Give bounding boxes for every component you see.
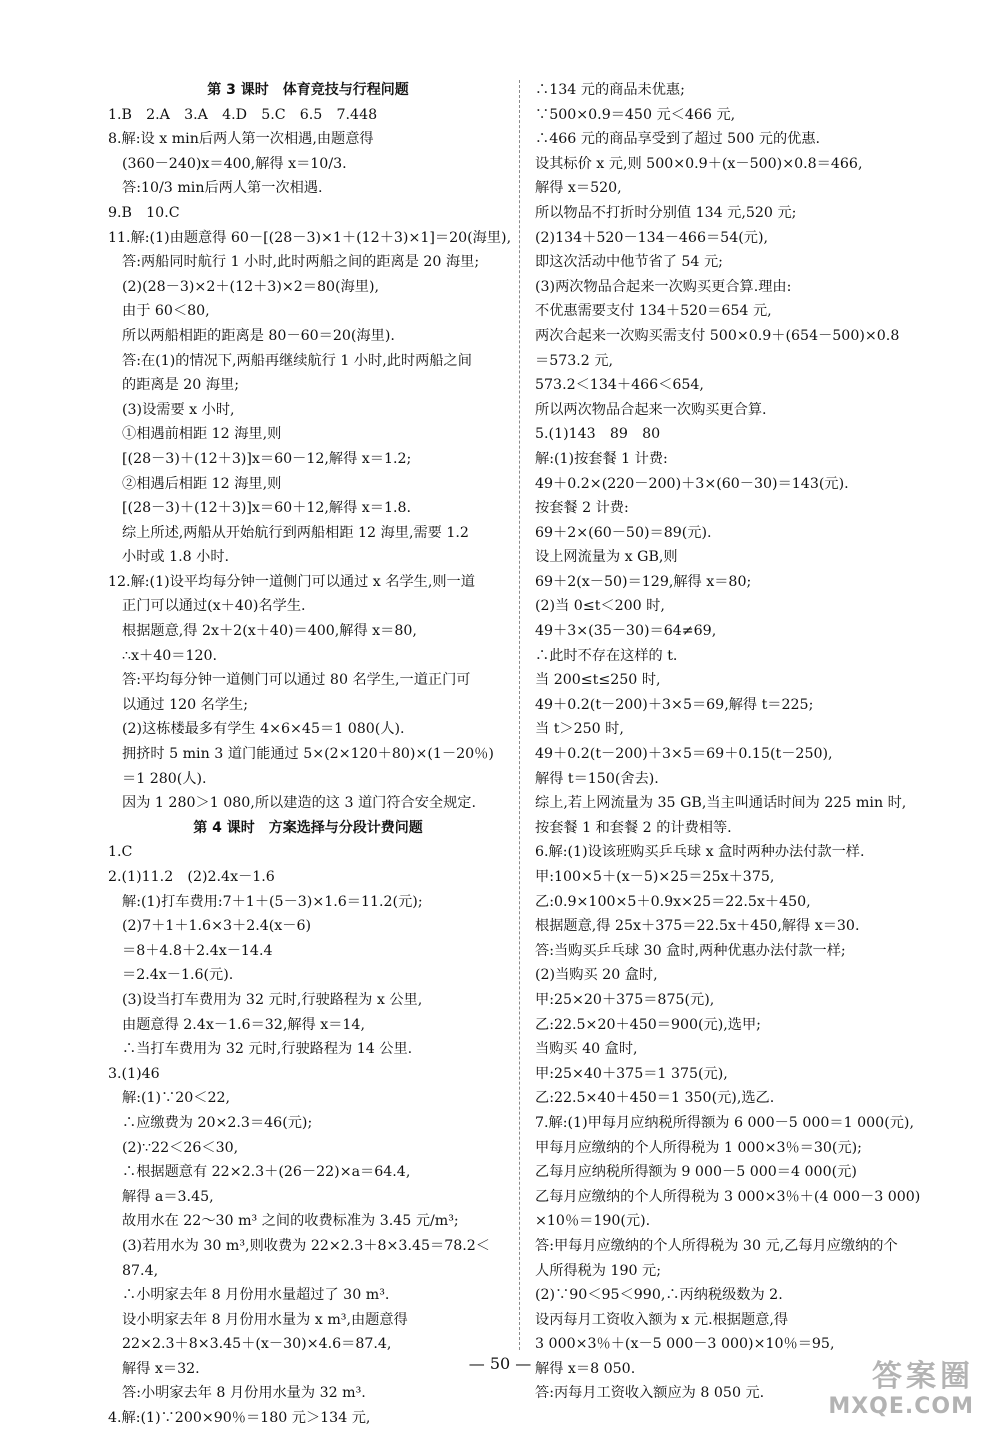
- answer-line: 49＋0.2(t－200)＋3×5＝69＋0.15(t－250),: [535, 746, 833, 763]
- answer-line: 当 t＞250 时,: [535, 721, 624, 738]
- answer-line: 根据题意,得 2x＋2(x＋40)＝400,解得 x＝80,: [122, 623, 417, 640]
- answer-line: (360－240)x＝400,解得 x＝10/3.: [122, 155, 347, 172]
- answer-line: (3)设当打车费用为 32 元时,行驶路程为 x 公里,: [122, 991, 423, 1008]
- answer-line: 22×2.3＋8×3.45＋(x－30)×4.6＝87.4,: [122, 1336, 392, 1353]
- answer-line: 因为 1 280＞1 080,所以建造的这 3 道门符合安全规定.: [122, 795, 476, 812]
- answer-line: 1.B 2.A 3.A 4.D 5.C 6.5 7.448: [108, 106, 378, 123]
- watermark-top-text: 答案圈: [872, 1359, 974, 1394]
- answer-line: 即这次活动中他节省了 54 元;: [535, 254, 723, 271]
- answer-line: 的距离是 20 海里;: [122, 377, 239, 394]
- answer-line: ×10％＝190(元).: [535, 1213, 651, 1230]
- answer-line: 甲:25×20＋375＝875(元),: [535, 991, 715, 1008]
- answer-line: 解得 t＝150(舍去).: [535, 770, 659, 787]
- answer-line: 解:(1)按套餐 1 计费:: [535, 450, 668, 467]
- answer-line: 乙:22.5×40＋450＝1 350(元),选乙.: [535, 1090, 775, 1107]
- answer-line: ②相遇后相距 12 海里,则: [122, 475, 282, 492]
- answer-line: ∴小明家去年 8 月份用水量超过了 30 m³.: [122, 1287, 390, 1304]
- watermark-logo: [784, 1360, 974, 1424]
- answer-line: 设上网流量为 x GB,则: [535, 549, 678, 566]
- answer-line: 解得 a＝3.45,: [122, 1188, 214, 1205]
- answer-line: 573.2＜134＋466＜654,: [535, 377, 704, 394]
- answer-line: ＝573.2 元,: [535, 352, 614, 369]
- answer-line: (2)∵90＜95＜990,∴丙纳税级数为 2.: [535, 1287, 783, 1304]
- answer-line: 解:(1)∵20＜22,: [122, 1090, 231, 1107]
- answer-line: 答:平均每分钟一道侧门可以通过 80 名学生,一道正门可: [122, 672, 471, 689]
- answer-line: 解得 x＝8 050.: [535, 1360, 636, 1377]
- answer-line: 小时或 1.8 小时.: [122, 549, 230, 566]
- left-column: [108, 78, 512, 1431]
- answer-line: 解:(1)打车费用:7＋1＋(5－3)×1.6＝11.2(元);: [122, 893, 423, 910]
- answer-line: (3)两次物品合起来一次购买更合算.理由:: [535, 278, 792, 295]
- answer-line: 人所得税为 190 元;: [535, 1262, 662, 1279]
- answer-line: 所以物品不打折时分别值 134 元,520 元;: [535, 204, 797, 221]
- section-heading: 第 3 课时 体育竞技与行程问题: [207, 82, 409, 98]
- answer-line: 设小明家去年 8 月份用水量为 x m³,由题意得: [122, 1311, 408, 1328]
- answer-line: 答:丙每月工资收入额应为 8 050 元.: [535, 1385, 765, 1402]
- answer-line: 49＋0.2×(220－200)＋3×(60－30)＝143(元).: [535, 475, 849, 492]
- answer-line: 解得 x＝32.: [122, 1360, 200, 1377]
- page-number: — 50 —: [468, 1354, 532, 1373]
- answer-line: 答:当购买乒乓球 30 盒时,两种优惠办法付款一样;: [535, 942, 846, 959]
- answer-line: 答:甲每月应缴纳的个人所得税为 30 元,乙每月应缴纳的个: [535, 1237, 898, 1254]
- answer-line: ∴466 元的商品享受到了超过 500 元的优惠.: [535, 131, 821, 148]
- answer-line: 综上所述,两船从开始航行到两船相距 12 海里,需要 1.2: [122, 524, 469, 541]
- section-heading: 第 4 课时 方案选择与分段计费问题: [193, 819, 423, 836]
- answer-line: 49＋3×(35－30)＝64≠69,: [535, 623, 717, 640]
- answer-line: 1.C: [108, 844, 133, 861]
- answer-line: 乙每月应纳税所得额为 9 000－5 000＝4 000(元): [535, 1164, 857, 1181]
- answer-line: ∴根据题意有 22×2.3＋(26－22)×a＝64.4,: [122, 1164, 411, 1181]
- answer-line: ＝8＋4.8＋2.4x－14.4: [122, 942, 273, 959]
- answer-line: ∴应缴费为 20×2.3＝46(元);: [122, 1114, 313, 1131]
- answer-line: ∴x＋40＝120.: [122, 647, 218, 664]
- answer-line: 按套餐 2 计费:: [535, 500, 629, 517]
- answer-line: 以通过 120 名学生;: [122, 696, 249, 713]
- answer-line: 3 000×3％＋(x－5 000－3 000)×10％＝95,: [535, 1336, 835, 1353]
- answer-line: 答:10/3 min后两人第一次相遇.: [122, 180, 323, 197]
- answer-line: 所以两船相距的距离是 80－60＝20(海里).: [122, 327, 395, 344]
- answer-line: 4.解:(1)∵200×90％＝180 元＞134 元,: [108, 1410, 371, 1427]
- answer-line: ＝2.4x－1.6(元).: [122, 967, 234, 984]
- answer-line: ∵500×0.9＝450 元＜466 元,: [535, 106, 736, 123]
- answer-line: 按套餐 1 和套餐 2 的计费相等.: [535, 819, 732, 836]
- answer-line: (2)∵22＜26＜30,: [122, 1139, 239, 1156]
- answer-line: ∴134 元的商品未优惠;: [535, 82, 685, 98]
- answer-line: 69＋2(x－50)＝129,解得 x＝80;: [535, 573, 752, 590]
- answer-line: ∴当打车费用为 32 元时,行驶路程为 14 公里.: [122, 1041, 413, 1058]
- answer-line: 当购买 40 盒时,: [535, 1041, 638, 1058]
- answer-line: 乙每月应缴纳的个人所得税为 3 000×3％＋(4 000－3 000): [535, 1188, 921, 1205]
- answer-line: 3.(1)46: [108, 1065, 160, 1082]
- answer-line: 综上,若上网流量为 35 GB,当主叫通话时间为 225 min 时,: [535, 795, 907, 812]
- answer-line: (2)(28－3)×2＋(12＋3)×2＝80(海里),: [122, 278, 379, 295]
- answer-line: 两次合起来一次购买需支付 500×0.9＋(654－500)×0.8: [535, 327, 900, 344]
- answer-line: 9.B 10.C: [108, 204, 180, 221]
- answer-line: 设丙每月工资收入额为 x 元.根据题意,得: [535, 1311, 789, 1328]
- watermark-bottom-text: MXQE.COM: [828, 1394, 974, 1419]
- answer-line: [(28－3)＋(12＋3)]x＝60－12,解得 x＝1.2;: [122, 450, 412, 467]
- answer-line: 当 200≤t≤250 时,: [535, 672, 661, 689]
- answer-line: (2)134＋520－134－466＝54(元),: [535, 229, 768, 246]
- answer-line: 5.(1)143 89 80: [535, 426, 661, 443]
- column-divider: [519, 80, 520, 1350]
- answer-line: ∴此时不存在这样的 t.: [535, 647, 678, 664]
- answer-line: 6.解:(1)设该班购买乒乓球 x 盒时两种办法付款一样.: [535, 844, 865, 861]
- answer-line: 拥挤时 5 min 3 道门能通过 5×(2×120＋80)×(1－20％): [122, 746, 494, 763]
- answer-line: (2)当购买 20 盒时,: [535, 967, 658, 984]
- answer-line: (2)这栋楼最多有学生 4×6×45＝1 080(人).: [122, 721, 405, 738]
- answer-line: 12.解:(1)设平均每分钟一道侧门可以通过 x 名学生,则一道: [108, 573, 475, 590]
- answer-line: 不优惠需要支付 134＋520＝654 元,: [535, 303, 772, 320]
- answer-line: (3)设需要 x 小时,: [122, 401, 235, 418]
- answer-line: [(28－3)＋(12＋3)]x＝60＋12,解得 x＝1.8.: [122, 500, 412, 517]
- answer-line: 69＋2×(60－50)＝89(元).: [535, 524, 712, 541]
- answer-line: 2.(1)11.2 (2)2.4x－1.6: [108, 869, 275, 885]
- answer-line: 8.解:设 x min后两人第一次相遇,由题意得: [108, 131, 374, 148]
- answer-line: 甲每月应缴纳的个人所得税为 1 000×3％＝30(元);: [535, 1139, 862, 1156]
- answer-line: 根据题意,得 25x＋375＝22.5x＋450,解得 x＝30.: [535, 918, 860, 935]
- answer-line: (2)当 0≤t＜200 时,: [535, 598, 665, 615]
- answer-line: 7.解:(1)甲每月应纳税所得额为 6 000－5 000＝1 000(元),: [535, 1114, 914, 1131]
- answer-line: ①相遇前相距 12 海里,则: [122, 426, 282, 443]
- answer-line: 解得 x＝520,: [535, 180, 622, 197]
- answer-line: 答:小明家去年 8 月份用水量为 32 m³.: [122, 1385, 366, 1402]
- answer-line: 甲:25×40＋375＝1 375(元),: [535, 1065, 728, 1082]
- answer-line: 设其标价 x 元,则 500×0.9＋(x－500)×0.8＝466,: [535, 155, 863, 172]
- answer-line: 49＋0.2(t－200)＋3×5＝69,解得 t＝225;: [535, 696, 814, 713]
- answer-line: 11.解:(1)由题意得 60－[(28－3)×1＋(12＋3)×1]＝20(海里),: [108, 229, 512, 246]
- answer-line: 由于 60＜80,: [122, 303, 210, 320]
- answer-line: 故用水在 22～30 m³ 之间的收费标准为 3.45 元/m³;: [122, 1213, 459, 1230]
- answer-line: 甲:100×5＋(x－5)×25＝25x＋375,: [535, 869, 775, 885]
- answer-line: 答:在(1)的情况下,两船再继续航行 1 小时,此时两船之间: [122, 352, 472, 369]
- right-column: [535, 78, 955, 1406]
- answer-line: 由题意得 2.4x－1.6＝32,解得 x＝14,: [122, 1016, 365, 1033]
- answer-line: 正门可以通过(x＋40)名学生.: [122, 598, 306, 615]
- answer-line: (3)若用水为 30 m³,则收费为 22×2.3＋8×3.45＝78.2＜: [122, 1237, 490, 1254]
- answer-line: 答:两船同时航行 1 小时,此时两船之间的距离是 20 海里;: [122, 254, 480, 271]
- answer-line: ＝1 280(人).: [122, 770, 207, 787]
- answer-line: 乙:0.9×100×5＋0.9x×25＝22.5x＋450,: [535, 893, 811, 910]
- answer-line: 乙:22.5×20＋450＝900(元),选甲;: [535, 1016, 761, 1033]
- answer-line: 所以两次物品合起来一次购买更合算.: [535, 401, 767, 418]
- answer-line: (2)7＋1＋1.6×3＋2.4(x－6): [122, 918, 312, 935]
- answer-line: 87.4,: [122, 1262, 159, 1279]
